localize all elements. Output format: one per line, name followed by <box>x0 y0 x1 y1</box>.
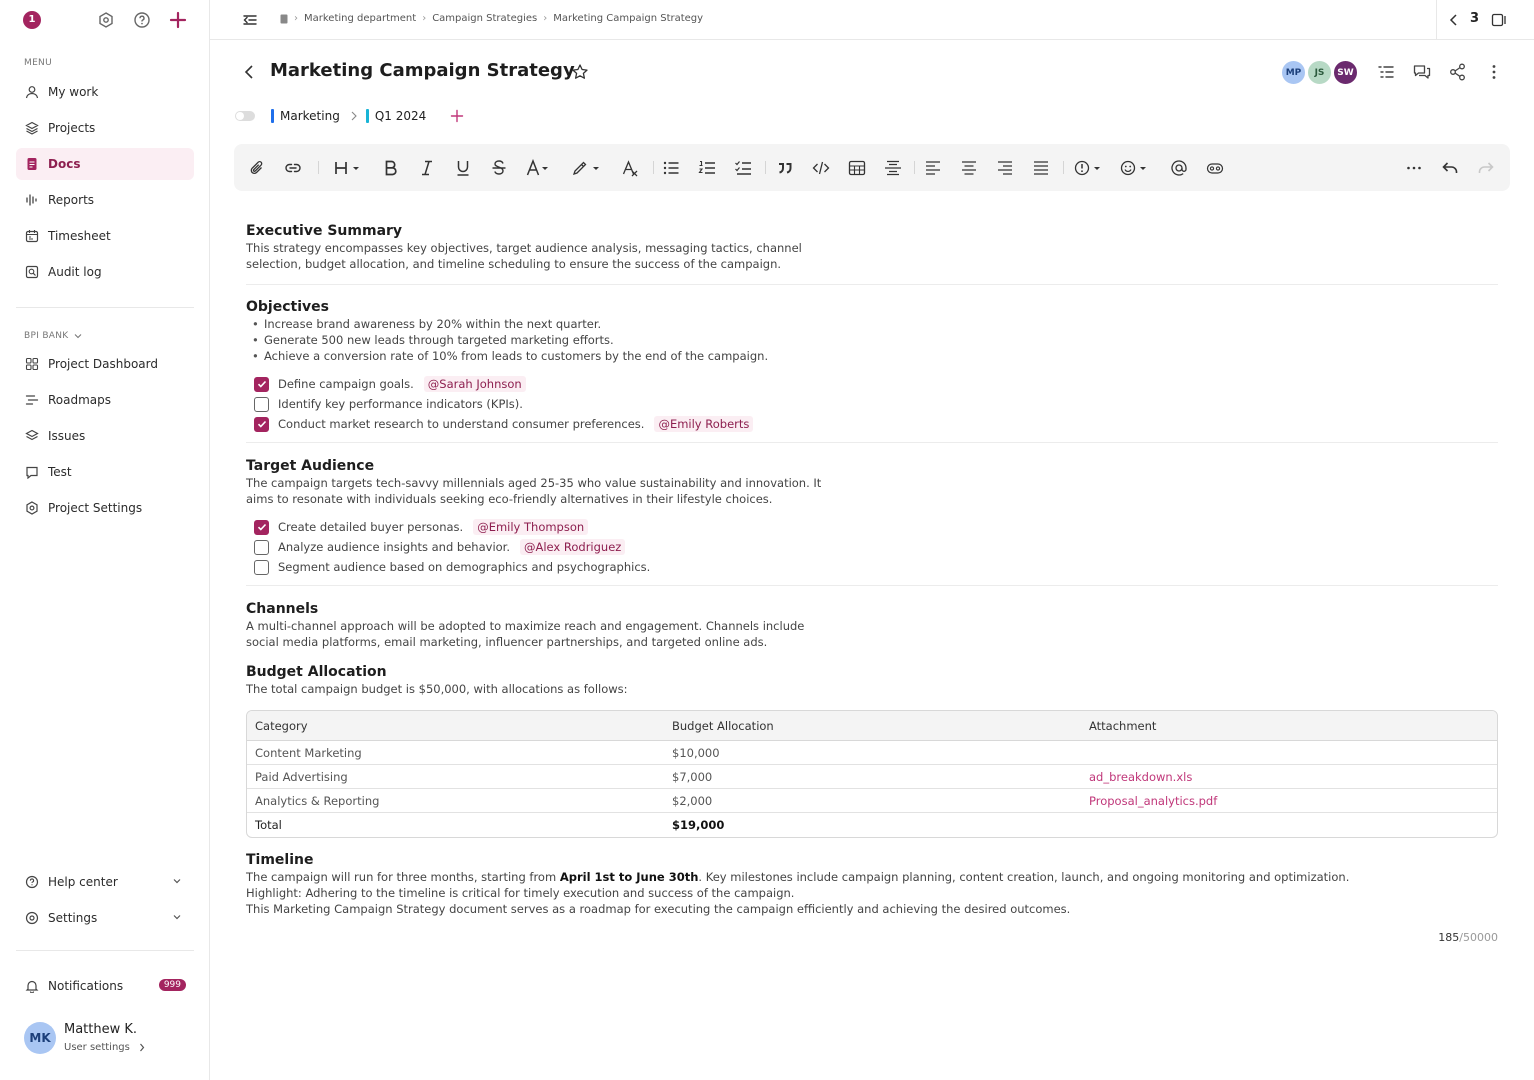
doc-icon <box>280 14 288 24</box>
sidebar-item-roadmaps[interactable] <box>16 384 194 416</box>
tag-q1-2024[interactable] <box>366 106 436 126</box>
redo-icon[interactable] <box>1476 158 1496 178</box>
char-count: 185 <box>1438 931 1460 944</box>
section-divider <box>246 585 1498 586</box>
column-header: Attachment <box>1081 711 1497 741</box>
sidebar-item-notifications[interactable] <box>16 970 194 1002</box>
task-text: Analyze audience insights and behavior. <box>278 540 510 554</box>
section-heading: Channels <box>246 601 319 617</box>
attachment-link[interactable]: ad_breakdown.xls <box>1081 765 1497 789</box>
more-vertical-icon[interactable] <box>1484 62 1504 82</box>
sidebar-item-label: Issues <box>48 429 86 443</box>
align-right-icon[interactable] <box>995 158 1015 178</box>
sidebar-divider <box>16 307 194 308</box>
sidebar-item-label: Reports <box>48 193 95 207</box>
sidebar-item-label: Settings <box>48 911 98 925</box>
checkbox-checked[interactable] <box>254 417 269 432</box>
breadcrumb-separator-icon: › <box>422 13 427 24</box>
paragraph: Highlight: Adhering to the timeline is critical for timely execution and success of the campaign. <box>246 886 795 900</box>
mention-tag[interactable]: @Alex Rodriguez <box>520 539 625 555</box>
workspace-switcher[interactable] <box>24 331 82 341</box>
attachment-link[interactable]: Proposal_analytics.pdf <box>1081 789 1497 813</box>
sidebar-item-label: Project Settings <box>48 501 143 515</box>
paragraph: A multi-channel approach will be adopted to maximize reach and engagement. Channels include <box>246 619 805 633</box>
table-cell: Total <box>255 818 282 832</box>
character-counter <box>1438 931 1498 944</box>
tag-toggle[interactable] <box>235 111 255 121</box>
toolbar-divider <box>653 161 654 174</box>
issues-icon <box>24 428 40 444</box>
table-cell <box>1081 741 1497 765</box>
sidebar-item-label: Test <box>48 465 72 479</box>
section-heading: Timeline <box>246 852 314 868</box>
document-body[interactable] <box>246 222 1498 917</box>
align-center-icon[interactable] <box>959 158 979 178</box>
back-arrow-icon[interactable] <box>242 63 256 81</box>
paragraph <box>246 869 1498 885</box>
panel-icon[interactable] <box>1491 12 1507 28</box>
sidebar-item-label: Help center <box>48 875 118 889</box>
highlight-dropdown-icon[interactable] <box>571 158 605 178</box>
pager <box>1436 0 1534 40</box>
bold-text: April 1st to June 30th <box>559 870 699 884</box>
toolbar-divider <box>765 161 766 174</box>
section-heading: Target Audience <box>246 458 375 474</box>
check-icon <box>257 522 267 532</box>
menu-label: MENU <box>24 58 52 68</box>
bell-icon <box>24 978 40 994</box>
sidebar-item-label: Project Dashboard <box>48 357 158 371</box>
sidebar-header <box>0 0 209 40</box>
collapse-sidebar-icon[interactable] <box>240 10 260 30</box>
heading-dropdown-icon[interactable] <box>333 158 363 178</box>
task-item <box>246 517 1498 537</box>
topbar <box>210 0 1534 40</box>
chevron-down-icon <box>172 912 182 922</box>
toolbar-divider <box>1063 161 1064 174</box>
calendar-icon <box>24 228 40 244</box>
paragraph: The total campaign budget is $50,000, with allocations as follows: <box>246 682 628 696</box>
avatar: JS <box>1307 60 1332 85</box>
sidebar-item-test[interactable] <box>16 456 194 488</box>
sidebar-item-project-dashboard[interactable] <box>16 348 194 380</box>
tag-color-marker <box>271 109 274 123</box>
strikethrough-icon[interactable] <box>489 158 509 178</box>
text-run: . Key milestones include campaign planning, content creation, launch, and ongoing monitoring and optimization. <box>698 870 1350 884</box>
add-tag-icon[interactable] <box>450 109 464 123</box>
chevron-left-icon[interactable] <box>1448 13 1460 27</box>
app-logo[interactable]: 1 <box>23 11 41 29</box>
column-header: Category <box>247 711 664 741</box>
workspace-label: BPI BANK <box>24 331 69 341</box>
outline-icon[interactable] <box>1376 62 1396 82</box>
bullet-list-icon[interactable] <box>661 158 681 178</box>
tag-marketing[interactable] <box>271 106 350 126</box>
task-text: Conduct market research to understand consumer preferences. <box>278 417 645 431</box>
checkbox[interactable] <box>254 540 269 555</box>
sidebar-item-help-center[interactable] <box>16 866 194 898</box>
numbered-list-icon[interactable] <box>697 158 717 178</box>
toolbar-divider <box>914 161 915 174</box>
quote-icon[interactable] <box>775 158 795 178</box>
chevron-down-icon <box>172 876 182 886</box>
help-icon <box>24 874 40 890</box>
list-item: • Achieve a conversion rate of 10% from leads to customers by the end of the campaign. <box>246 348 1498 364</box>
column-header: Budget Allocation <box>664 711 1081 741</box>
mention-tag[interactable]: @Emily Thompson <box>473 519 588 535</box>
notification-badge: 999 <box>159 979 186 991</box>
settings-hex-icon[interactable] <box>97 11 115 29</box>
sidebar <box>0 0 210 1080</box>
undo-icon[interactable] <box>1440 158 1460 178</box>
table-cell: Content Marketing <box>247 741 664 765</box>
text-run: The campaign will run for three months, starting from <box>246 870 560 884</box>
char-max: /50000 <box>1459 931 1498 944</box>
layers-icon <box>24 120 40 136</box>
sidebar-item-label: Docs <box>48 157 81 171</box>
table-total-row <box>247 813 1497 837</box>
breadcrumb <box>280 13 703 24</box>
task-list <box>246 374 1498 434</box>
user-settings-label: User settings <box>64 1042 130 1053</box>
sidebar-item-issues[interactable] <box>16 420 194 452</box>
budget-table <box>246 710 1498 838</box>
sidebar-item-docs[interactable] <box>16 148 194 180</box>
tag-label: Marketing <box>280 109 340 123</box>
paragraph: social media platforms, email marketing, influencer partnerships, and targeted online ads. <box>246 635 768 649</box>
editor-toolbar <box>234 144 1510 191</box>
paragraph: The campaign targets tech-savvy millennials aged 25-35 who value sustainability and innovation. It <box>246 476 822 490</box>
check-icon <box>257 419 267 429</box>
link-icon[interactable] <box>283 158 303 178</box>
task-item <box>246 394 1498 414</box>
callout-dropdown-icon[interactable] <box>1073 158 1105 178</box>
star-icon[interactable] <box>571 63 589 81</box>
more-horizontal-icon[interactable] <box>1404 158 1424 178</box>
task-item <box>246 374 1498 394</box>
avatar: MP <box>1281 60 1306 85</box>
chevron-down-icon <box>74 332 82 340</box>
task-text: Create detailed buyer personas. <box>278 520 464 534</box>
bullet-list <box>246 316 1498 364</box>
task-item <box>246 537 1498 557</box>
mention-icon[interactable] <box>1169 158 1189 178</box>
table-row <box>247 789 1497 813</box>
paragraph: This strategy encompasses key objectives, target audience analysis, messaging tactics, channel <box>246 241 802 255</box>
task-item <box>246 414 1498 434</box>
mention-tag[interactable]: @Emily Roberts <box>654 416 753 432</box>
bold-icon[interactable] <box>381 158 401 178</box>
table-cell <box>1081 813 1497 837</box>
add-icon[interactable] <box>169 11 187 29</box>
underline-icon[interactable] <box>453 158 473 178</box>
align-left-icon[interactable] <box>923 158 943 178</box>
section-heading: Executive Summary <box>246 223 403 239</box>
roadmap-icon <box>24 392 40 408</box>
dashboard-icon <box>24 356 40 372</box>
task-item <box>246 557 1498 577</box>
sidebar-item-label: Projects <box>48 121 96 135</box>
section-heading: Objectives <box>246 299 329 315</box>
table-row <box>247 765 1497 789</box>
user-settings-link[interactable] <box>64 1042 146 1053</box>
sidebar-item-label: Notifications <box>48 979 124 993</box>
sidebar-item-label: Audit log <box>48 265 102 279</box>
task-text: Define campaign goals. <box>278 377 414 391</box>
toolbar-divider <box>318 161 319 174</box>
checklist-icon[interactable] <box>733 158 753 178</box>
emoji-dropdown-icon[interactable] <box>1119 158 1151 178</box>
section-divider <box>246 442 1498 443</box>
sidebar-item-label: Roadmaps <box>48 393 112 407</box>
italic-icon[interactable] <box>417 158 437 178</box>
page-number: 3 <box>1470 11 1480 26</box>
breadcrumb-separator-icon: › <box>543 13 548 24</box>
breadcrumb-item[interactable]: Campaign Strategies <box>432 13 538 24</box>
sidebar-item-projects[interactable] <box>16 112 194 144</box>
tag-row <box>235 106 464 126</box>
code-icon[interactable] <box>811 158 831 178</box>
sidebar-item-settings[interactable] <box>16 902 194 934</box>
sidebar-item-timesheet[interactable] <box>16 220 194 252</box>
paragraph: aims to resonate with individuals seeking eco-friendly alternatives in their lifestyle choices. <box>246 492 773 506</box>
check-icon <box>257 379 267 389</box>
sidebar-item-label: Timesheet <box>48 229 111 243</box>
chevron-right-icon <box>138 1043 146 1052</box>
task-list <box>246 517 1498 577</box>
breadcrumb-separator-icon: › <box>294 13 298 24</box>
table-cell: Paid Advertising <box>247 765 664 789</box>
checkbox-checked[interactable] <box>254 520 269 535</box>
table-cell: $2,000 <box>664 789 1081 813</box>
breadcrumb-item[interactable]: Marketing department <box>304 13 417 24</box>
help-icon[interactable] <box>133 11 151 29</box>
mention-tag[interactable]: @Sarah Johnson <box>424 376 526 392</box>
paragraph: This Marketing Campaign Strategy document serves as a roadmap for executing the campaign efficiently and achieving the desired outcomes. <box>246 902 1071 916</box>
task-text: Identify key performance indicators (KPIs). <box>278 397 523 411</box>
collaborator-avatars[interactable] <box>1281 60 1359 85</box>
avatar: SW <box>1333 60 1358 85</box>
align-justify-icon[interactable] <box>1031 158 1051 178</box>
checkbox-checked[interactable] <box>254 377 269 392</box>
list-item: • Increase brand awareness by 20% within the next quarter. <box>246 316 1498 332</box>
sidebar-item-reports[interactable] <box>16 184 194 216</box>
user-menu[interactable] <box>24 1022 194 1056</box>
chevron-right-icon <box>350 111 358 121</box>
sidebar-item-project-settings[interactable] <box>16 492 194 524</box>
avatar: MK <box>24 1022 56 1054</box>
table-cell: Analytics & Reporting <box>247 789 664 813</box>
checkbox[interactable] <box>254 397 269 412</box>
section-heading: Budget Allocation <box>246 664 387 680</box>
table-cell: $10,000 <box>664 741 1081 765</box>
sidebar-item-label: My work <box>48 85 99 99</box>
tag-color-marker <box>366 109 369 123</box>
table-cell: $7,000 <box>664 765 1081 789</box>
user-icon <box>24 84 40 100</box>
test-icon <box>24 464 40 480</box>
table-cell-total: $19,000 <box>672 818 725 832</box>
audit-icon <box>24 264 40 280</box>
page-title: Marketing Campaign Strategy <box>270 60 575 81</box>
reports-icon <box>24 192 40 208</box>
text-color-dropdown-icon[interactable] <box>525 158 555 178</box>
share-icon[interactable] <box>1448 62 1468 82</box>
tag-label: Q1 2024 <box>374 109 427 123</box>
breadcrumb-current: Marketing Campaign Strategy <box>553 13 704 24</box>
paragraph: selection, budget allocation, and timeline scheduling to ensure the success of the campaign. <box>246 257 782 271</box>
sidebar-item-audit-log[interactable] <box>16 256 194 288</box>
table-icon[interactable] <box>847 158 867 178</box>
gear-icon <box>24 910 40 926</box>
table-header-row <box>247 711 1497 741</box>
checkbox[interactable] <box>254 560 269 575</box>
attach-icon[interactable] <box>247 158 267 178</box>
horizontal-rule-icon[interactable] <box>883 158 903 178</box>
task-text: Segment audience based on demographics and psychographics. <box>278 560 651 574</box>
list-item: • Generate 500 new leads through targeted marketing efforts. <box>246 332 1498 348</box>
comments-icon[interactable] <box>1412 62 1432 82</box>
ai-assist-icon[interactable] <box>1205 158 1225 178</box>
sidebar-item-my-work[interactable] <box>16 76 194 108</box>
user-name: Matthew K. <box>64 1022 138 1037</box>
sidebar-divider <box>16 950 194 951</box>
clear-format-icon[interactable] <box>620 158 640 178</box>
settings-icon <box>24 500 40 516</box>
table-row <box>247 741 1497 765</box>
doc-icon <box>24 156 40 172</box>
section-divider <box>246 284 1498 285</box>
